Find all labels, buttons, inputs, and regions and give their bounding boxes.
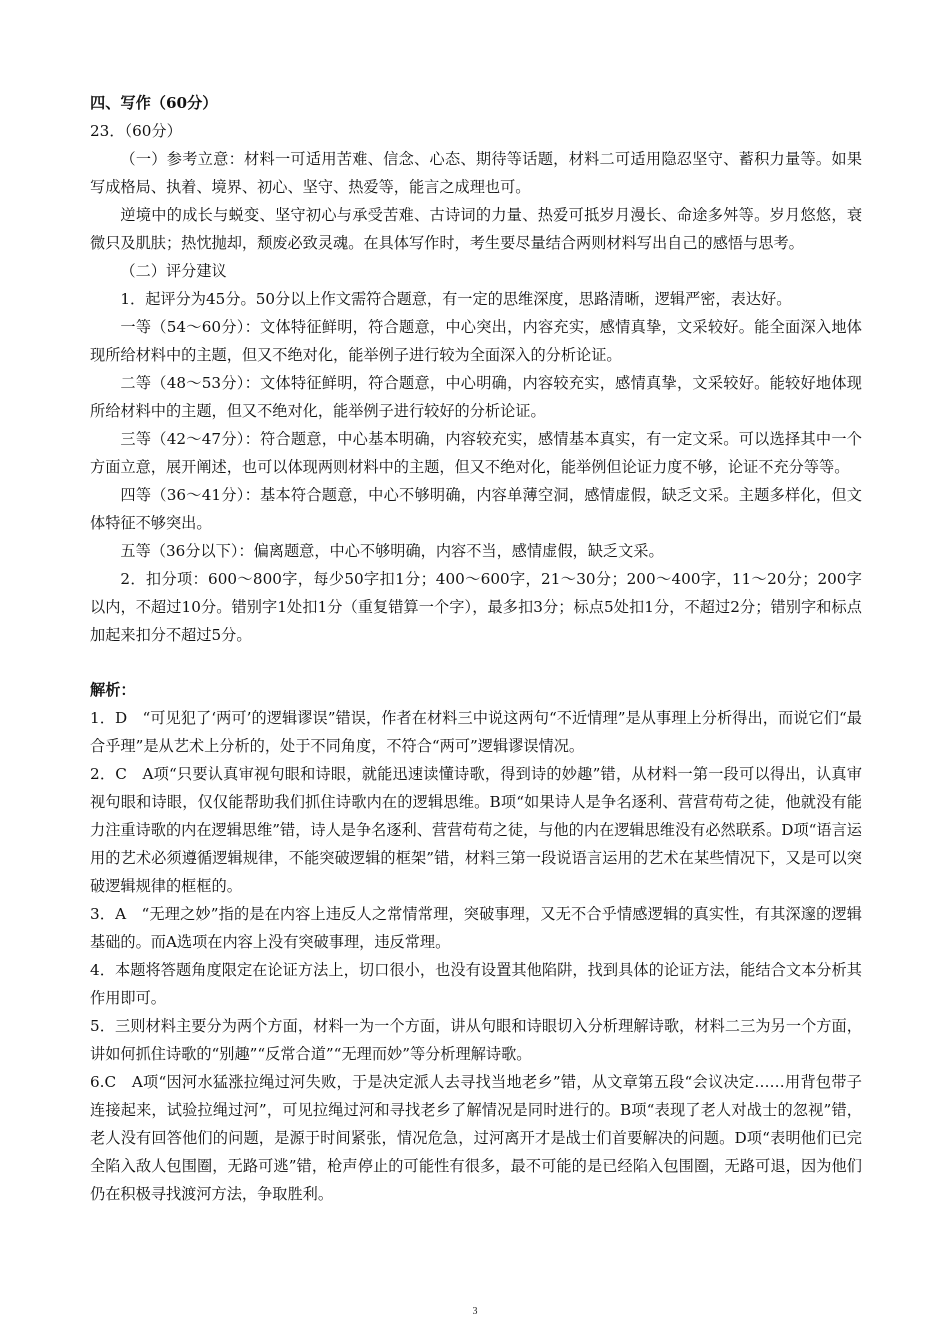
analysis-item: 6.C A项“因河水猛涨拉绳过河失败，于是决定派人去寻找当地老乡”错，从文章第五段“会议决定……用背包带子连接起来，试验拉绳过河”，可见拉绳过河和寻找老乡了解情况是同时进行的。B项“表现了老人对战士的忽视”错，老人没有回答他们的问题，是源于时间紧张，情况危急，过河离开才是战士们首要解决的问题。D项“表明他们已完全陷入敌人包围圈，无路可逃”错，枪声停止的可能性有很多，最不可能的是已经陷入包围圈，无路可退，因为他们仍在积极寻找渡河方法，争取胜利。 xyxy=(90,1073,862,1203)
writing-paragraph: 2．扣分项：600～800字，每少50字扣1分；400～600字，21～30分；200～400字，11～20分；200字以内，不超过10分。错别字1处扣1分（重复错算一个字），最多扣3分；标点5处扣1分，不超过2分；错别字和标点加起来扣分不超过5分。 xyxy=(90,570,862,644)
page-number: 3 xyxy=(472,1306,478,1317)
analysis-item: 2．C A项“只要认真审视句眼和诗眼，就能迅速读懂诗歌，得到诗的妙趣”错，从材料一第一段可以得出，认真审视句眼和诗眼，仅仅能帮助我们抓住诗歌内在的逻辑思维。B项“如果诗人是争名逐利、营营苟苟之徒，他就没有能力注重诗歌的内在逻辑思维”错，诗人是争名逐利、营营苟苟之徒，与他的内在逻辑思维没有必然联系。D项“语言运用的艺术必须遵循逻辑规律，不能突破逻辑的框架”错，材料三第一段说语言运用的艺术在某些情况下，又是可以突破逻辑规律的框框的。 xyxy=(90,765,862,895)
section-title: 四、写作（60分） xyxy=(90,94,218,112)
writing-paragraph: 逆境中的成长与蜕变、坚守初心与承受苦难、古诗词的力量、热爱可抵岁月漫长、命途多舛等。岁月悠悠，衰微只及肌肤；热忱抛却，颓废必致灵魂。在具体写作时，考生要尽量结合两则材料写出自己的感悟与思考。 xyxy=(90,206,862,252)
writing-paragraph: 三等（42～47分）：符合题意，中心基本明确，内容较充实，感情基本真实，有一定文采。可以选择其中一个方面立意，展开阐述，也可以体现两则材料中的主题，但又不绝对化，能举例但论证力度不够，论证不充分等等。 xyxy=(90,430,862,476)
page-content xyxy=(90,89,862,1208)
analysis-item: 4．本题将答题角度限定在论证方法上，切口很小，也没有设置其他陷阱，找到具体的论证方法，能结合文本分析其作用即可。 xyxy=(90,961,862,1007)
section-spacer xyxy=(90,649,862,676)
writing-paragraph: 二等（48～53分）：文体特征鲜明，符合题意，中心明确，内容较充实，感情真挚，文采较好。能较好地体现所给材料中的主题，但又不绝对化，能举例子进行较好的分析论证。 xyxy=(90,374,862,420)
writing-paragraph: （二）评分建议 xyxy=(120,262,227,280)
analysis-item: 1．D “可见犯了‘两可’的逻辑谬误”错误，作者在材料三中说这两句“不近情理”是从事理上分析得出，而说它们“最合乎理”是从艺术上分析的，处于不同角度，不符合“两可”逻辑谬误情况。 xyxy=(90,709,862,755)
writing-paragraph: 四等（36～41分）：基本符合题意，中心不够明确，内容单薄空洞，感情虚假，缺乏文采。主题多样化，但文体特征不够突出。 xyxy=(90,486,862,532)
writing-paragraph: 一等（54～60分）：文体特征鲜明，符合题意，中心突出，内容充实，感情真挚，文采较好。能全面深入地体现所给材料中的主题，但又不绝对化，能举例子进行较为全面深入的分析论证。 xyxy=(90,318,862,364)
analysis-item: 3．A “无理之妙”指的是在内容上违反人之常情常理，突破事理，又无不合乎情感逻辑的真实性，有其深邃的逻辑基础的。而A选项在内容上没有突破事理，违反常理。 xyxy=(90,905,862,951)
analysis-item: 5．三则材料主要分为两个方面，材料一为一个方面，讲从句眼和诗眼切入分析理解诗歌，材料二三为另一个方面，讲如何抓住诗歌的“别趣”“反常合道”“无理而妙”等分析理解诗歌。 xyxy=(90,1017,862,1063)
writing-paragraph: 1．起评分为45分。50分以上作文需符合题意，有一定的思维深度，思路清晰，逻辑严密，表达好。 xyxy=(120,290,792,308)
analysis-title: 解析： xyxy=(90,681,136,699)
writing-paragraph: 五等（36分以下）：偏离题意，中心不够明确，内容不当，感情虚假，缺乏文采。 xyxy=(120,542,664,560)
question-number: 23．（60分） xyxy=(90,122,182,140)
writing-paragraph: （一）参考立意：材料一可适用苦难、信念、心态、期待等话题，材料二可适用隐忍坚守、蓄积力量等。如果写成格局、执着、境界、初心、坚守、热爱等，能言之成理也可。 xyxy=(90,150,862,196)
